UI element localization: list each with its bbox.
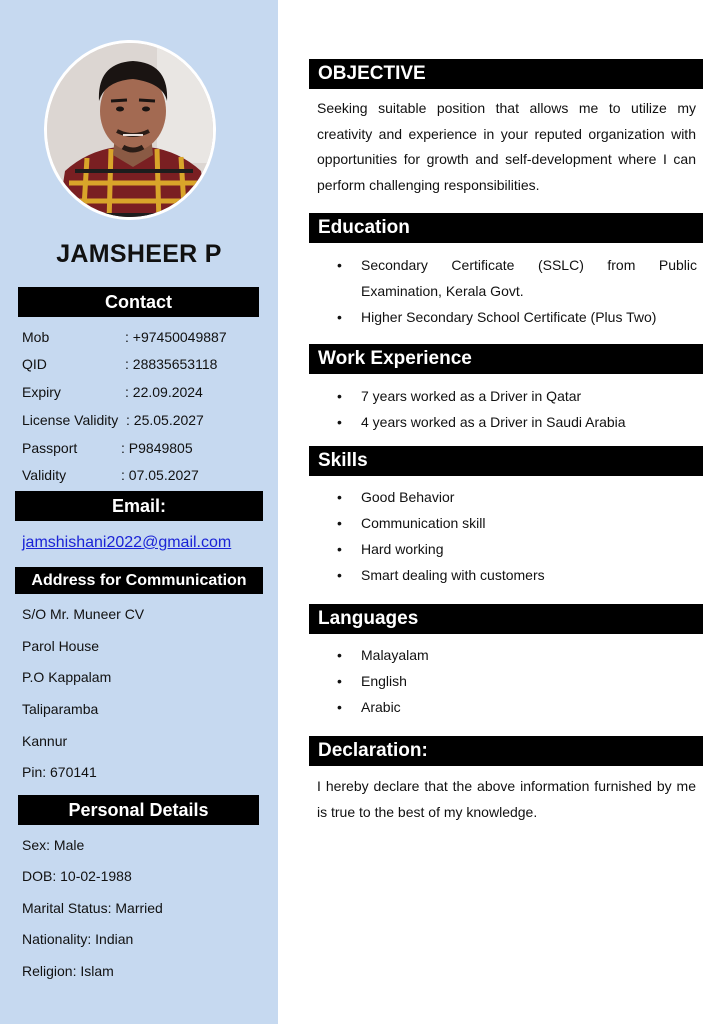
- contact-label: Passport: [22, 440, 78, 456]
- address-line: P.O Kappalam: [22, 669, 112, 685]
- email-link[interactable]: jamshishani2022@gmail.com: [22, 534, 232, 551]
- address-line: Parol House: [22, 638, 100, 654]
- contact-row-mobile: [22, 329, 227, 345]
- languages-list: [317, 642, 697, 720]
- address-line: Taliparamba: [22, 701, 99, 717]
- education-heading: Education: [309, 213, 703, 243]
- contact-value: : 25.05.2027: [126, 412, 204, 428]
- language-item: • Arabic: [317, 694, 697, 720]
- address-line: S/O Mr. Muneer CV: [22, 606, 145, 622]
- contact-label: License Validity: [22, 412, 119, 428]
- personal-detail-religion: Religion: Islam: [22, 963, 114, 979]
- candidate-name: JAMSHEER P: [56, 240, 222, 268]
- skill-item: • Communication skill: [317, 510, 697, 536]
- declaration-text: I hereby declare that the above information furnished by me is true to the best of my knowledge.: [317, 778, 696, 820]
- profile-photo: [44, 40, 216, 220]
- contact-row-expiry: [22, 384, 203, 400]
- language-item: • English: [317, 668, 697, 694]
- personal-detail-sex: Sex: Male: [22, 837, 85, 853]
- education-list: [317, 252, 697, 330]
- declaration-heading: Declaration:: [309, 736, 703, 766]
- work-experience-heading: Work Experience: [309, 344, 703, 374]
- skill-item: • Good Behavior: [317, 484, 697, 510]
- contact-label: Validity: [22, 467, 67, 483]
- contact-label: Mob: [22, 329, 50, 345]
- skill-item: • Hard working: [317, 536, 697, 562]
- personal-detail-nationality: Nationality: Indian: [22, 931, 134, 947]
- contact-value: : +97450049887: [125, 329, 227, 345]
- skills-list: [317, 484, 697, 588]
- personal-details-heading: Personal Details: [18, 795, 259, 825]
- contact-row-passport: [22, 440, 193, 456]
- objective-text: Seeking suitable position that allows me to utilize my creativity and experience in your reputed organization with opportunities for growth and self-development where I can perform challenging responsibilities.: [317, 100, 696, 193]
- work-experience-item: • 7 years worked as a Driver in Qatar: [317, 383, 697, 409]
- contact-value: : 22.09.2024: [125, 384, 203, 400]
- skill-item: • Smart dealing with customers: [317, 562, 697, 588]
- contact-label: Expiry: [22, 384, 61, 400]
- education-item: • Secondary Certificate (SSLC) from Public Examination, Kerala Govt.: [317, 252, 697, 304]
- contact-value: : 28835653118: [125, 356, 218, 372]
- personal-detail-marital-status: Marital Status: Married: [22, 900, 163, 916]
- address-heading: Address for Communication: [15, 567, 263, 594]
- address-pin: Pin: 670141: [22, 764, 97, 780]
- contact-heading: Contact: [18, 287, 259, 317]
- contact-row-passport-validity: [22, 467, 199, 483]
- skills-heading: Skills: [309, 446, 703, 476]
- person-portrait-icon: [47, 43, 216, 220]
- personal-detail-dob: DOB: 10-02-1988: [22, 868, 132, 884]
- objective-heading: OBJECTIVE: [309, 59, 703, 89]
- languages-heading: Languages: [309, 604, 703, 634]
- language-item: • Malayalam: [317, 642, 697, 668]
- contact-label: QID: [22, 356, 47, 372]
- education-item: • Higher Secondary School Certificate (Plus Two): [317, 304, 697, 330]
- contact-row-qid: [22, 356, 218, 372]
- contact-value: : 07.05.2027: [121, 467, 199, 483]
- address-line: Kannur: [22, 733, 68, 749]
- contact-value: : P9849805: [121, 440, 193, 456]
- work-experience-item: • 4 years worked as a Driver in Saudi Arabia: [317, 409, 697, 435]
- contact-row-license-validity: [22, 412, 204, 428]
- email-heading: Email:: [15, 491, 263, 521]
- work-experience-list: [317, 383, 697, 435]
